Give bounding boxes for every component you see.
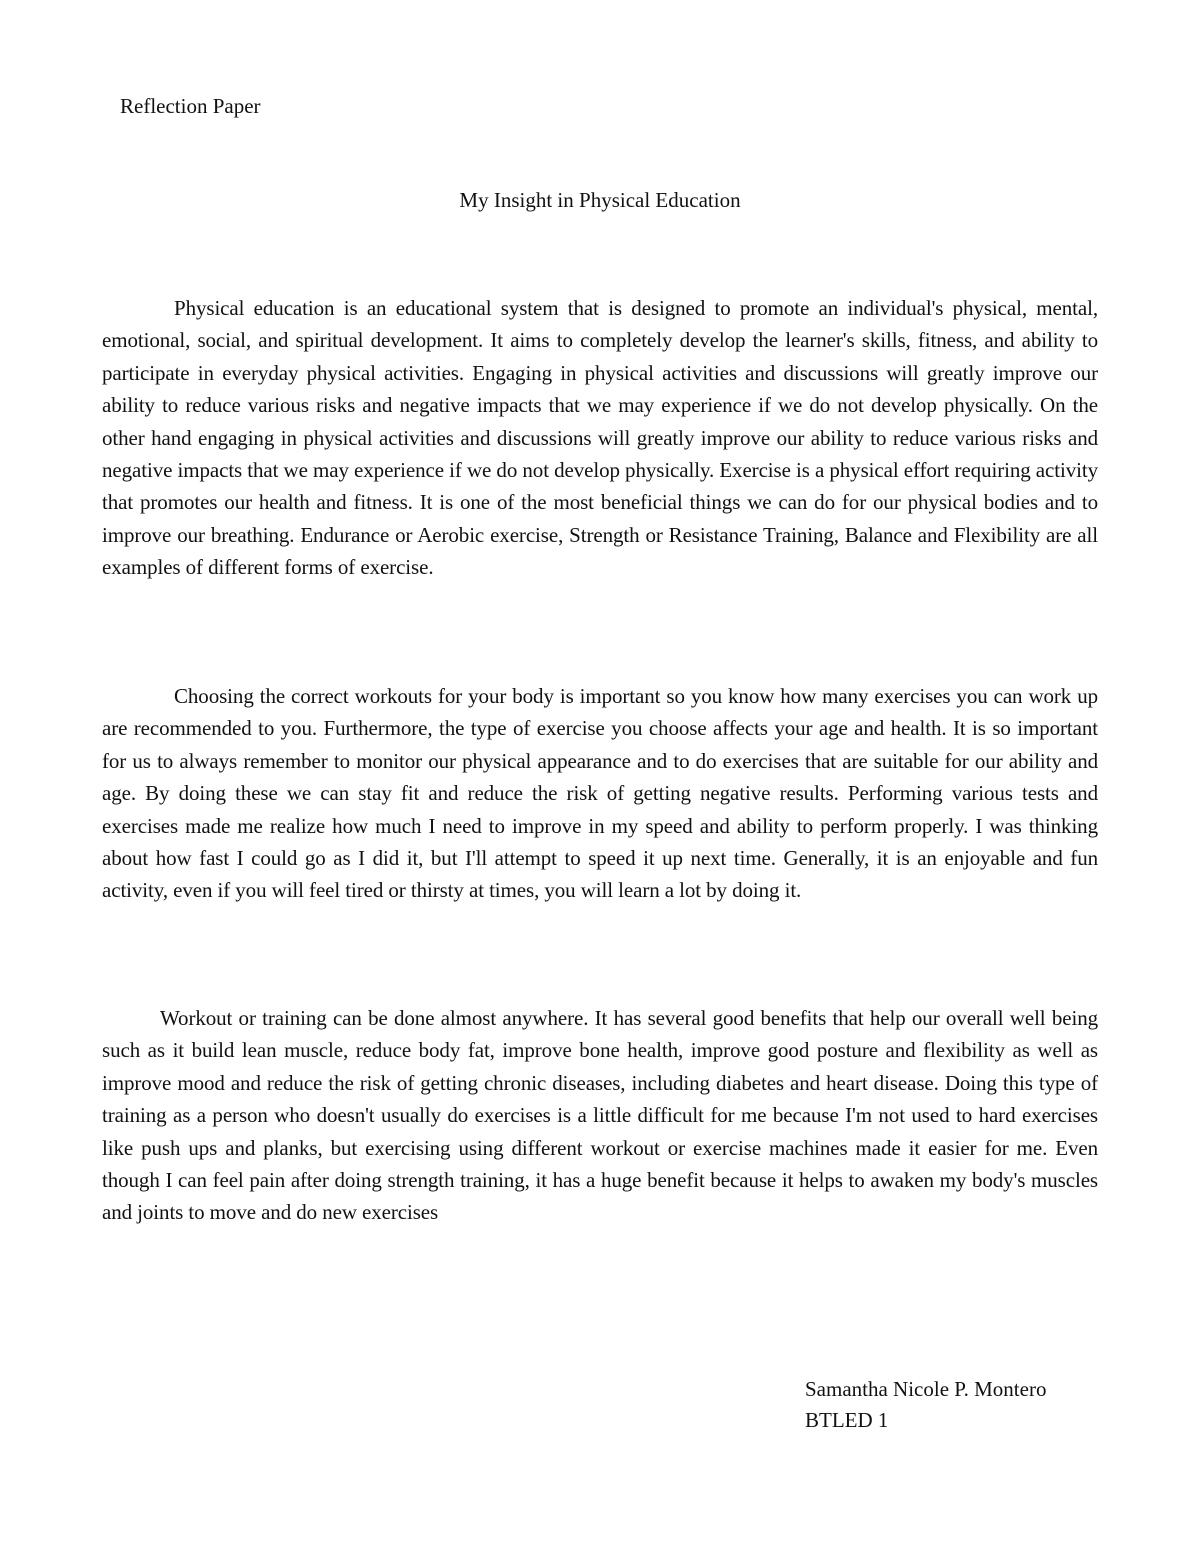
paragraph-1: Physical education is an educational system that is designed to promote an individual's physical, mental, emotional, social, and spiritual development. It aims to completely develop the learner's skills, fitness, and ability to participate in everyday physical activities. Engaging in physical activities and discussions will greatly improve our ability to reduce various risks and negative impacts that we may experience if we do not develop physically. On the other hand engaging in physical activities and discussions will greatly improve our ability to reduce various risks and negative impacts that we may experience if we do not develop physically. Exercise is a physical effort requiring activity that promotes our health and fitness. It is one of the most beneficial things we can do for our physical bodies and to improve our breathing. Endurance or Aerobic exercise, Strength or Resistance Training, Balance and Flexibility are all examples of different forms of exercise.: [102, 296, 1098, 580]
author-section: BTLED 1: [805, 1408, 889, 1432]
signature-block: [805, 1374, 1046, 1436]
document-title: My Insight in Physical Education: [459, 188, 741, 212]
paragraph-3: Workout or training can be done almost anywhere. It has several good benefits that help our overall well being such as it build lean muscle, reduce body fat, improve bone health, improve good posture and flexibility as well as improve mood and reduce the risk of getting chronic diseases, including diabetes and heart disease. Doing this type of training as a person who doesn't usually do exercises is a little difficult for me because I'm not used to hard exercises like push ups and planks, but exercising using different workout or exercise machines made it easier for me. Even though I can feel pain after doing strength training, it has a huge benefit because it helps to awaken my body's muscles and joints to move and do new exercises: [102, 1006, 1098, 1225]
author-name: Samantha Nicole P. Montero: [805, 1377, 1047, 1401]
paragraph-2: Choosing the correct workouts for your body is important so you know how many exercises you can work up are recommended to you. Furthermore, the type of exercise you choose affects your age and health. It is so important for us to always remember to monitor our physical appearance and to do exercises that are suitable for our ability and age. By doing these we can stay fit and reduce the risk of getting negative results. Performing various tests and exercises made me realize how much I need to improve in my speed and ability to perform properly. I was thinking about how fast I could go as I did it, but I'll attempt to speed it up next time. Generally, it is an enjoyable and fun activity, even if you will feel tired or thirsty at times, you will learn a lot by doing it.: [102, 684, 1098, 903]
document-label: Reflection Paper: [120, 94, 261, 118]
